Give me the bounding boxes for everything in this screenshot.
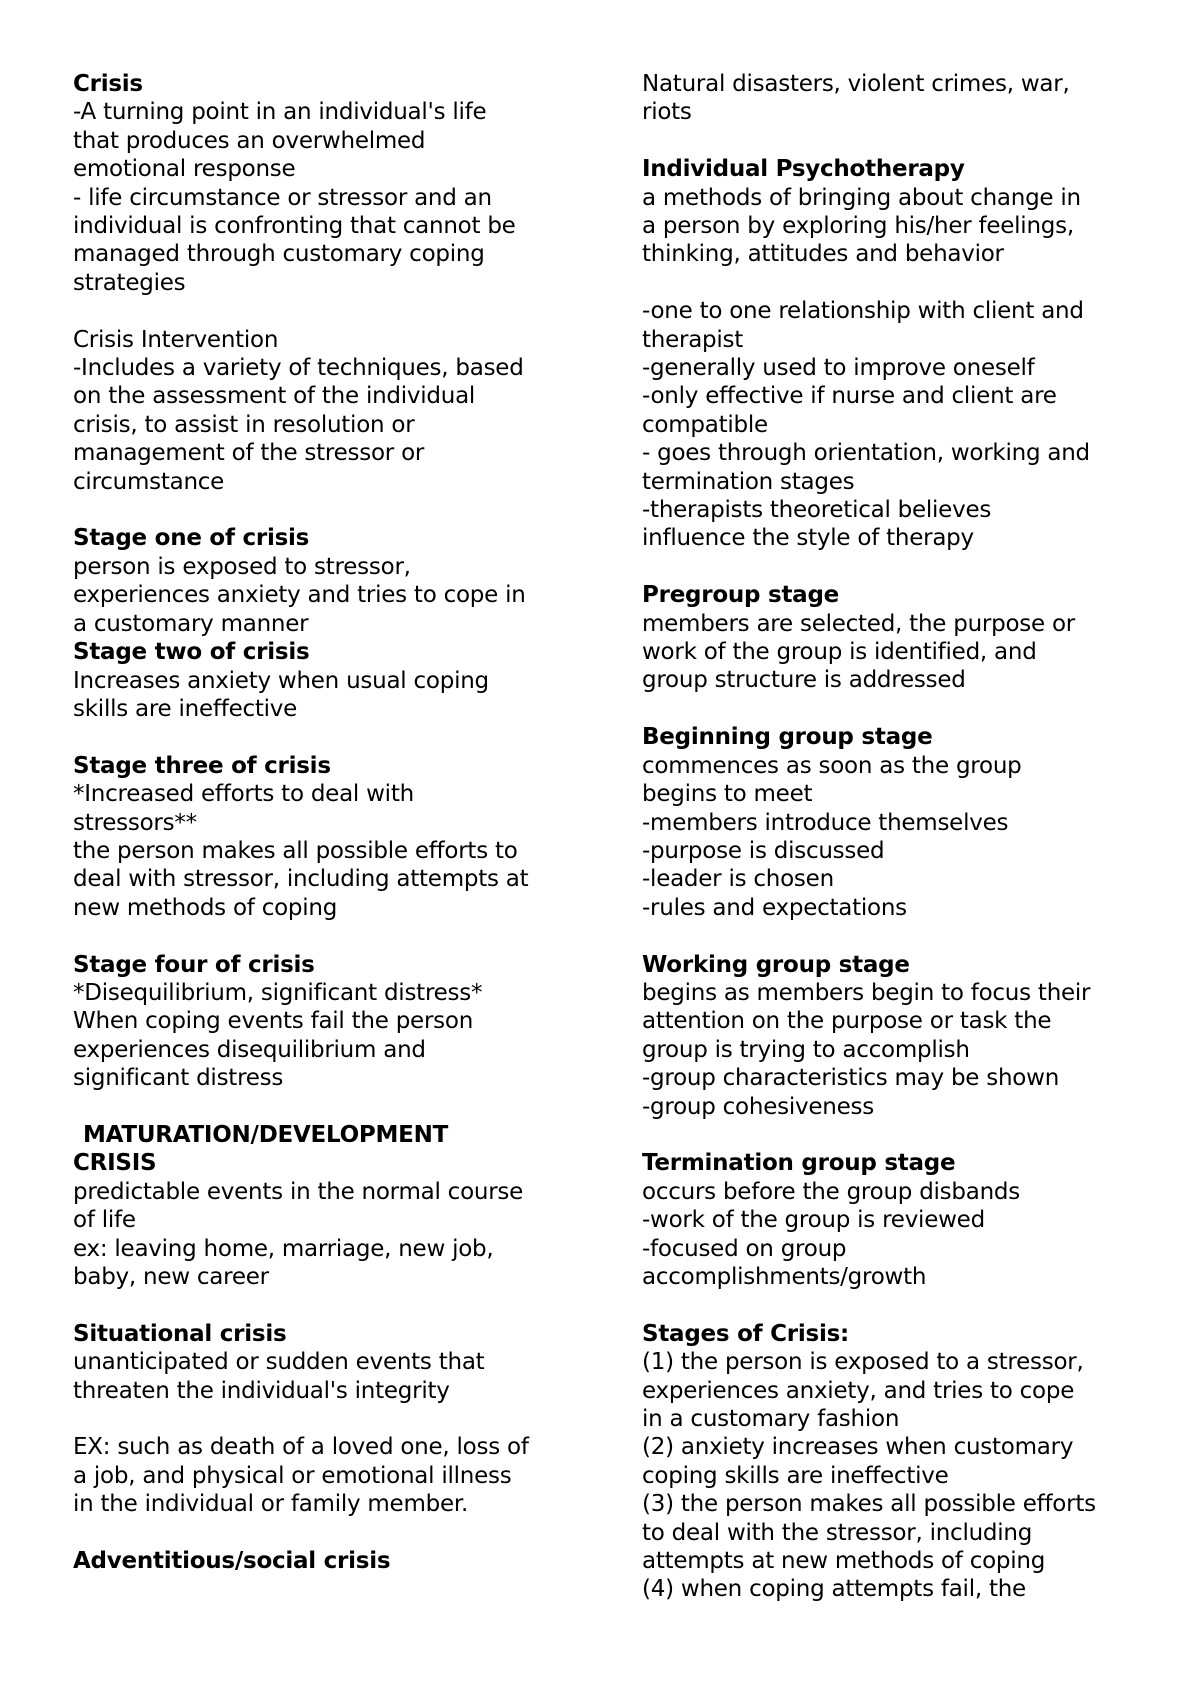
body-line: members are selected, the purpose or [642,610,1076,637]
working-group-section [642,951,1162,1121]
body-line: a customary manner [73,610,309,637]
body-line: (3) the person makes all possible efforts [642,1491,1096,1518]
body-line: in a customary fashion [642,1405,900,1432]
body-line: attempts at new methods of coping [642,1548,1046,1575]
section-heading: Individual Psychotherapy [642,156,965,183]
body-line: to deal with the stressor, including [642,1519,1033,1546]
body-line: compatible [642,411,768,438]
body-line: -work of the group is reviewed [642,1207,985,1234]
situational-section [73,1320,593,1405]
body-line: of life [73,1207,136,1234]
body-line: -only effective if nurse and client are [642,383,1057,410]
body-line: -Includes a variety of techniques, based [73,355,524,382]
individual-psychotherapy-section [642,155,1162,269]
crisis-intervention-section [73,326,593,496]
section-heading: Crisis [73,71,143,97]
body-line: -therapists theoretical believes [642,497,992,524]
body-line: thinking, attitudes and behavior [642,241,1004,268]
body-line: circumstance [73,468,225,495]
body-line: -one to one relationship with client and [642,298,1084,325]
body-line: occurs before the group disbands [642,1178,1021,1205]
section-heading-continued: CRISIS [73,1150,157,1177]
body-line: begins as members begin to focus their [642,979,1091,1006]
body-line: -purpose is discussed [642,837,885,864]
right-column [642,70,1162,1604]
body-line: - goes through orientation, working and [642,440,1090,467]
adventitious-examples-section [642,70,1162,127]
body-line: managed through customary coping [73,241,485,268]
body-line: strategies [73,269,186,296]
body-line: unanticipated or sudden events that [73,1349,485,1376]
body-line: on the assessment of the individual [73,383,476,410]
body-line: the person makes all possible efforts to [73,837,518,864]
body-line: (1) the person is exposed to a stressor, [642,1349,1084,1376]
body-line: EX: such as death of a loved one, loss of [73,1434,529,1461]
body-line: attention on the purpose or task the [642,1008,1052,1035]
stage-two-section [73,638,593,723]
section-heading: Stage one of crisis [73,525,310,552]
body-line: a methods of bringing about change in [642,184,1081,211]
left-column [73,70,593,1575]
section-heading: Situational crisis [73,1320,287,1347]
body-line: deal with stressor, including attempts at [73,866,529,893]
body-line: experiences anxiety and tries to cope in [73,582,526,609]
body-line: influence the style of therapy [642,525,974,552]
psychotherapy-points-section [642,297,1162,553]
body-line: a person by exploring his/her feelings, [642,213,1074,240]
body-line: (4) when coping attempts fail, the [642,1576,1026,1603]
situational-example-section [73,1433,593,1518]
body-line: - life circumstance or stressor and an [73,184,492,211]
body-line: -A turning point in an individual's life [73,99,487,126]
body-line: termination stages [642,468,855,495]
body-line: Increases anxiety when usual coping [73,667,489,694]
body-line: that produces an overwhelmed [73,127,426,154]
body-line: emotional response [73,156,296,183]
body-line: new methods of coping [73,894,338,921]
body-line: -group cohesiveness [642,1093,874,1120]
body-line: work of the group is identified, and [642,639,1037,666]
body-line: a job, and physical or emotional illness [73,1462,512,1489]
section-heading: Stage three of crisis [73,752,331,779]
crisis-section [73,70,593,297]
body-line: baby, new career [73,1263,269,1290]
body-line: -focused on group [642,1235,847,1262]
body-line: When coping events fail the person [73,1008,474,1035]
body-line: individual is confronting that cannot be [73,213,516,240]
body-line: stressors** [73,809,197,836]
body-line: commences as soon as the group [642,752,1022,779]
section-heading: Pregroup stage [642,582,840,609]
body-line: group is trying to accomplish [642,1036,970,1063]
body-line: significant distress [73,1065,284,1092]
body-line: coping skills are ineffective [642,1462,949,1489]
section-heading: Working group stage [642,951,910,978]
stage-four-section [73,951,593,1093]
body-line: begins to meet [642,781,813,808]
body-line: predictable events in the normal course [73,1178,524,1205]
section-heading: Stage two of crisis [73,639,310,666]
body-line: therapist [642,326,744,353]
body-line: experiences anxiety, and tries to cope [642,1377,1075,1404]
section-heading: Beginning group stage [642,724,933,751]
body-line: -rules and expectations [642,894,907,921]
body-line: (2) anxiety increases when customary [642,1434,1074,1461]
section-heading: Stages of Crisis: [642,1320,849,1347]
body-line: -group characteristics may be shown [642,1065,1060,1092]
body-line: -leader is chosen [642,866,834,893]
section-heading-plain: Crisis Intervention [73,326,279,353]
section-heading: Adventitious/social crisis [73,1548,391,1574]
section-heading: Termination group stage [642,1150,956,1177]
body-line: crisis, to assist in resolution or [73,411,415,438]
body-line: experiences disequilibrium and [73,1036,426,1063]
body-line: skills are ineffective [73,695,298,722]
section-heading: MATURATION/DEVELOPMENT [83,1121,449,1148]
body-line: riots [642,99,692,126]
pregroup-section [642,581,1162,695]
section-heading: Stage four of crisis [73,951,315,978]
maturation-section [73,1121,593,1291]
stages-of-crisis-section [642,1320,1162,1604]
adventitious-section [73,1547,593,1575]
stage-three-section [73,752,593,922]
body-line: management of the stressor or [73,440,425,467]
body-line: *Increased efforts to deal with [73,781,414,808]
body-line: -generally used to improve oneself [642,355,1035,382]
body-line: threaten the individual's integrity [73,1377,450,1404]
termination-group-section [642,1149,1162,1291]
body-line: -members introduce themselves [642,809,1009,836]
body-line: *Disequilibrium, significant distress* [73,979,483,1006]
body-line: Natural disasters, violent crimes, war, [642,71,1070,97]
beginning-group-section [642,723,1162,922]
body-line: in the individual or family member. [73,1491,469,1518]
body-line: person is exposed to stressor, [73,553,411,580]
body-line: group structure is addressed [642,667,966,694]
body-line: accomplishments/growth [642,1263,927,1290]
stage-one-section [73,524,593,638]
body-line: ex: leaving home, marriage, new job, [73,1235,494,1262]
